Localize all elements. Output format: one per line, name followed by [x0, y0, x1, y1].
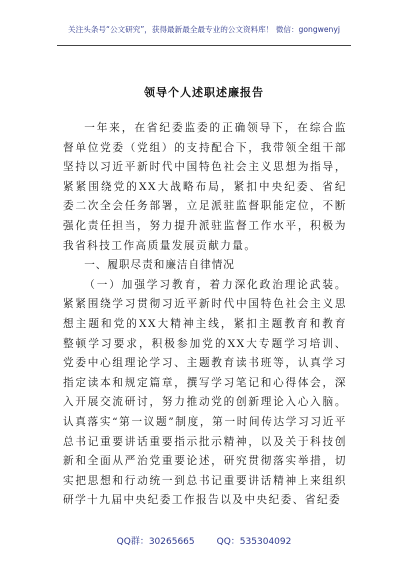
section-heading: 一、履职尽责和廉洁自律情况: [84, 259, 235, 272]
header-divider: [57, 45, 351, 46]
footer-contact: [0, 534, 408, 547]
document-title: 领导个人述职述廉报告: [144, 86, 264, 99]
footer-qq: QQ：535304092: [216, 537, 292, 547]
intro-paragraph: 一年来，在省纪委监委的正确领导下，在综合监督单位党委（党组）的支持配合下，我带领全组干部坚持以习近平新时代中国特色社会主义思想为指导，紧紧围绕党的XX大战略布局，紧扣中央纪委、省纪委二次全会任务部署，立足派驻监督职能定位，不断强化责任担当，努力提升派驻监督工作水平，积极为我省科技工作高质量发展贡献力量。: [63, 122, 347, 252]
footer-qq-group: QQ群：30265665: [116, 537, 195, 547]
promo-banner: 关注头条号“公文研究”，获得最新最全最专业的公文资料库！ 微信：gongwenyj: [68, 25, 340, 34]
subsection-paragraph: （一）加强学习教育，着力深化政治理论武装。紧紧围绕学习贯彻习近平新时代中国特色社会主义思想主题和党的XX大精神主线，紧扣主题教育和教育整顿学习要求，积极参加党的XX大专题学习培训、党委中心组理论学习、主题教育读书班等，认真学习指定读本和规定篇章，撰写学习笔记和心得体会，深入开展交流研讨，努力推动党的创新理论入心入脑。认真落实“第一议题”制度，第一时间传达学习习近平总书记重要讲话重要指示批示精神，以及关于科技创新和全面从严治党重要论述，研究贯彻落实举措，切实把思想和行动统一到总书记重要讲话精神上来组织研学十九届中央纪委工作报告以及中央纪委、省纪委: [63, 278, 347, 507]
document-body: [63, 119, 347, 511]
